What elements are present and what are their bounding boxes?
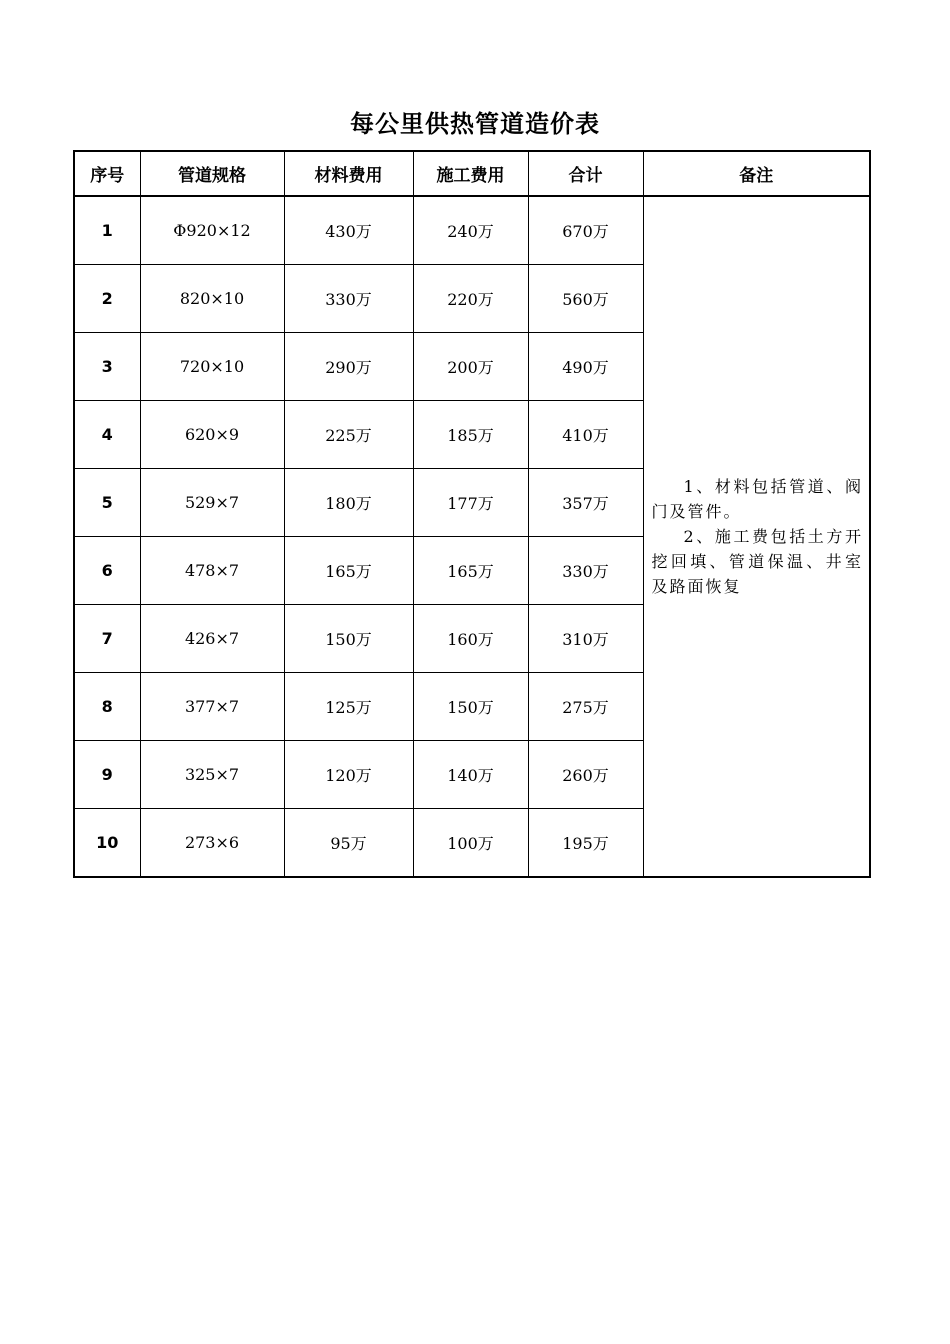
cell-spec: 478×7 [140,537,284,605]
cell-material: 95万 [284,809,413,878]
cell-index: 6 [74,537,140,605]
table-row [74,196,870,265]
header-construction: 施工费用 [413,151,528,196]
header-spec: 管道规格 [140,151,284,196]
cost-table [73,150,871,878]
cell-spec: 273×6 [140,809,284,878]
cell-material: 180万 [284,469,413,537]
cell-total: 490万 [528,333,643,401]
cell-material: 165万 [284,537,413,605]
cell-index: 8 [74,673,140,741]
note-1: 1、材料包括管道、阀门及管件。 [651,477,863,521]
cell-spec: Φ920×12 [140,196,284,265]
cell-construction: 200万 [413,333,528,401]
cell-construction: 140万 [413,741,528,809]
cell-index: 3 [74,333,140,401]
cell-material: 330万 [284,265,413,333]
cell-construction: 220万 [413,265,528,333]
cell-spec: 720×10 [140,333,284,401]
cell-index: 10 [74,809,140,878]
cell-spec: 529×7 [140,469,284,537]
cell-construction: 240万 [413,196,528,265]
cell-spec: 377×7 [140,673,284,741]
cell-index: 1 [74,196,140,265]
cell-construction: 160万 [413,605,528,673]
cell-total: 670万 [528,196,643,265]
cell-construction: 100万 [413,809,528,878]
cell-total: 310万 [528,605,643,673]
header-material: 材料费用 [284,151,413,196]
cell-total: 260万 [528,741,643,809]
cell-spec: 325×7 [140,741,284,809]
header-index: 序号 [74,151,140,196]
cell-spec: 620×9 [140,401,284,469]
cell-material: 430万 [284,196,413,265]
cell-index: 4 [74,401,140,469]
cell-total: 560万 [528,265,643,333]
cell-material: 150万 [284,605,413,673]
cell-spec: 426×7 [140,605,284,673]
note-2: 2、施工费包括土方开挖回填、管道保温、井室及路面恢复 [651,527,863,596]
cell-construction: 177万 [413,469,528,537]
cell-material: 125万 [284,673,413,741]
cell-total: 410万 [528,401,643,469]
cell-material: 120万 [284,741,413,809]
cell-total: 195万 [528,809,643,878]
cell-total: 330万 [528,537,643,605]
header-row [74,151,870,196]
cell-index: 2 [74,265,140,333]
cell-spec: 820×10 [140,265,284,333]
notes-cell [643,196,870,877]
cell-construction: 165万 [413,537,528,605]
cell-index: 7 [74,605,140,673]
cell-total: 357万 [528,469,643,537]
cell-index: 9 [74,741,140,809]
header-total: 合计 [528,151,643,196]
cell-construction: 150万 [413,673,528,741]
cell-total: 275万 [528,673,643,741]
cell-index: 5 [74,469,140,537]
cell-construction: 185万 [413,401,528,469]
header-notes: 备注 [643,151,870,196]
cell-material: 290万 [284,333,413,401]
page-title: 每公里供热管道造价表 [350,110,600,138]
cell-material: 225万 [284,401,413,469]
